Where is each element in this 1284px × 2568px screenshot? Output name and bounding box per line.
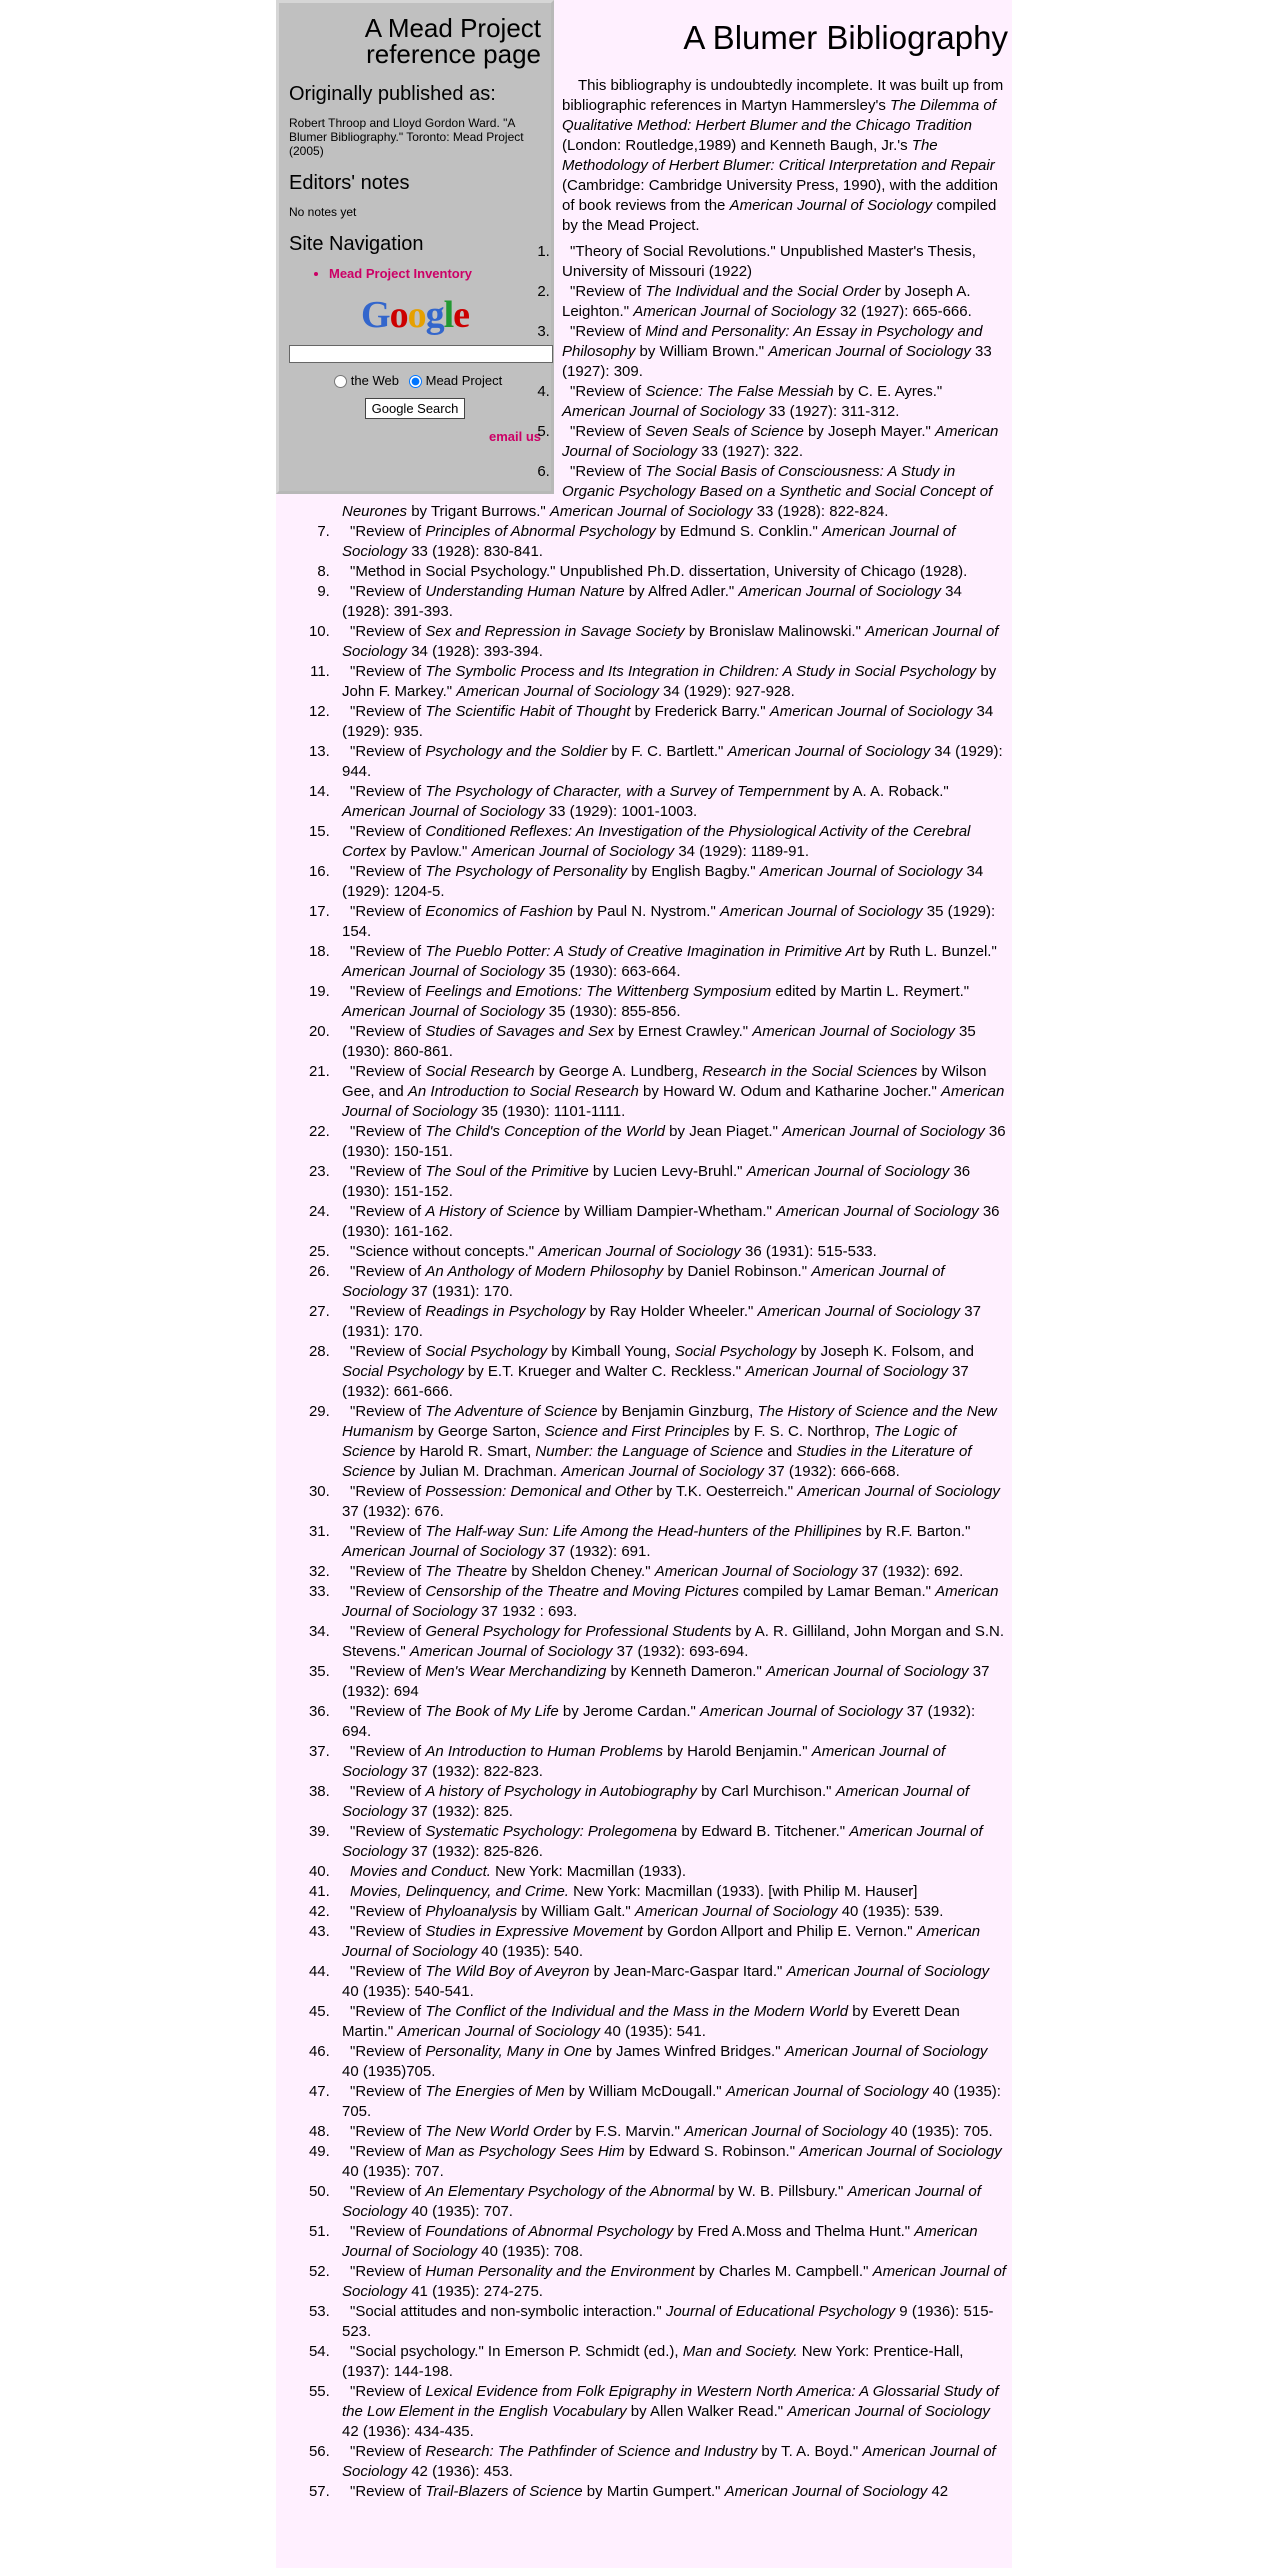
radio-web-label: the Web [350,373,399,388]
bibliography-entry: 22. "Review of The Child's Conception of the World by Jean Piaget." American Journal of Sociology 36 (1930): 150-151. [334,1122,1008,1162]
bibliography-entry: 6. "Review of The Social Basis of Consciousness: A Study in Organic Psychology Based on a Synthetic and Social Concept of Neurones by Trigant Burrows." American Journal of Sociology 33 (1928): 822-824. [334,462,1008,522]
bibliography-entry: 56. "Review of Research: The Pathfinder of Science and Industry by T. A. Boyd." American Journal of Sociology 42 (1936): 453. [334,2442,1008,2482]
bibliography-entry: 13. "Review of Psychology and the Soldier by F. C. Bartlett." American Journal of Sociology 34 (1929): 944. [334,742,1008,782]
bibliography-entry: 12. "Review of The Scientific Habit of Thought by Frederick Barry." American Journal of Sociology 34 (1929): 935. [334,702,1008,742]
bibliography-entry: 9. "Review of Understanding Human Nature by Alfred Adler." American Journal of Sociology 34 (1928): 391-393. [334,582,1008,622]
bibliography-entry: 54. "Social psychology." In Emerson P. Schmidt (ed.), Man and Society. New York: Prentice-Hall, (1937): 144-198. [334,2342,1008,2382]
bibliography-entry: 16. "Review of The Psychology of Personality by English Bagby." American Journal of Sociology 34 (1929): 1204-5. [334,862,1008,902]
intro-paragraph: This bibliography is undoubtedly incomplete. It was built up from bibliographic references in Martyn Hammersley's The Dilemma of Qualitative Method: Herbert Blumer and the Chicago Tradition (London: Routledge,1989) and Kenneth Baugh, Jr.'s The Methodology of Herbert Blumer: Critical Interpretation and Repair (Cambridge: Cambridge University Press, 1990), with the addition of book reviews from the American Journal of Sociology compiled by the Mead Project. [562,77,1004,234]
bibliography-entry: 21. "Review of Social Research by George A. Lundberg, Research in the Social Sciences by Wilson Gee, and An Introduction to Social Research by Howard W. Odum and Katharine Jocher." American Journal of Sociology 35 (1930): 1101-1111. [334,1062,1008,1122]
bibliography-entry: 28. "Review of Social Psychology by Kimball Young, Social Psychology by Joseph K. Folsom, and Social Psychology by E.T. Krueger and Walter C. Reckless." American Journal of Sociology 37 (1932): 661-666. [334,1342,1008,1402]
published-text: Robert Throop and Lloyd Gordon Ward. "A Blumer Bibliography." Toronto: Mead Project (2005) [289,116,524,158]
bibliography-entry: 29. "Review of The Adventure of Science by Benjamin Ginzburg, The History of Science and the New Humanism by George Sarton, Science and First Principles by F. S. C. Northrop, The Logic of Science by Harold R. Smart, Number: the Language of Science and Studies in the Literature of Science by Julian M. Drachman. American Journal of Sociology 37 (1932): 666-668. [334,1402,1008,1482]
google-logo [289,293,541,337]
bibliography-entry: 32. "Review of The Theatre by Sheldon Cheney." American Journal of Sociology 37 (1932): 692. [334,1562,1008,1582]
bibliography-entry: 23. "Review of The Soul of the Primitive by Lucien Levy-Bruhl." American Journal of Sociology 36 (1930): 151-152. [334,1162,1008,1202]
bibliography-entry: 26. "Review of An Anthology of Modern Philosophy by Daniel Robinson." American Journal of Sociology 37 (1931): 170. [334,1262,1008,1302]
bibliography-list [276,242,1008,2502]
notes-text: No notes yet [289,205,357,219]
page-wrapper [276,0,1012,2568]
bibliography-entry: 35. "Review of Men's Wear Merchandizing by Kenneth Dameron." American Journal of Sociology 37 (1932): 694 [334,1662,1008,1702]
site-nav-list [289,266,541,281]
bibliography-entry: 4. "Review of Science: The False Messiah by C. E. Ayres." American Journal of Sociology 33 (1927): 311-312. [334,382,1008,422]
bibliography-entry: 52. "Review of Human Personality and the Environment by Charles M. Campbell." American Journal of Sociology 41 (1935): 274-275. [334,2262,1008,2302]
bibliography-entry: 3. "Review of Mind and Personality: An Essay in Psychology and Philosophy by William Brown." American Journal of Sociology 33 (1927): 309. [334,322,1008,382]
google-logo-letter: e [453,294,469,336]
bibliography-entry: 50. "Review of An Elementary Psychology of the Abnormal by W. B. Pillsbury." American Journal of Sociology 40 (1935): 707. [334,2182,1008,2222]
bibliography-entry: 42. "Review of Phyloanalysis by William Galt." American Journal of Sociology 40 (1935): 539. [334,1902,1008,1922]
bibliography-entry: 2. "Review of The Individual and the Social Order by Joseph A. Leighton." American Journal of Sociology 32 (1927): 665-666. [334,282,1008,322]
nav-heading: Site Navigation [289,233,424,255]
bibliography-entry: 18. "Review of The Pueblo Potter: A Study of Creative Imagination in Primitive Art by Ruth L. Bunzel." American Journal of Sociology 35 (1930): 663-664. [334,942,1008,982]
site-title: A Mead Project reference page [364,13,541,69]
bibliography-entry: 53. "Social attitudes and non-symbolic interaction." Journal of Educational Psychology 9 (1936): 515-523. [334,2302,1008,2342]
bibliography-entry: 30. "Review of Possession: Demonical and Other by T.K. Oesterreich." American Journal of Sociology 37 (1932): 676. [334,1482,1008,1522]
radio-web[interactable] [334,375,347,388]
nav-item [329,266,541,281]
radio-mead-project-label: Mead Project [425,373,503,388]
bibliography-entry: 19. "Review of Feelings and Emotions: The Wittenberg Symposium edited by Martin L. Reymert." American Journal of Sociology 35 (1930): 855-856. [334,982,1008,1022]
bibliography-entry: 51. "Review of Foundations of Abnormal Psychology by Fred A.Moss and Thelma Hunt." American Journal of Sociology 40 (1935): 708. [334,2222,1008,2262]
bibliography-entry: 11. "Review of The Symbolic Process and Its Integration in Children: A Study in Social Psychology by John F. Markey." American Journal of Sociology 34 (1929): 927-928. [334,662,1008,702]
notes-heading: Editors' notes [289,172,410,194]
bibliography-entry: 20. "Review of Studies of Savages and Sex by Ernest Crawley." American Journal of Sociology 35 (1930): 860-861. [334,1022,1008,1062]
published-heading: Originally published as: [289,83,496,105]
bibliography-entry: 49. "Review of Man as Psychology Sees Him by Edward S. Robinson." American Journal of Sociology 40 (1935): 707. [334,2142,1008,2182]
bibliography-entry: 39. "Review of Systematic Psychology: Prolegomena by Edward B. Titchener." American Journal of Sociology 37 (1932): 825-826. [334,1822,1008,1862]
bibliography-entry: 24. "Review of A History of Science by William Dampier-Whetham." American Journal of Sociology 36 (1930): 161-162. [334,1202,1008,1242]
bibliography-entry: 55. "Review of Lexical Evidence from Folk Epigraphy in Western North America: A Glossarial Study of the Low Element in the English Vocabulary by Allen Walker Read." American Journal of Sociology 42 (1936): 434-435. [334,2382,1008,2442]
bibliography-entry: 14. "Review of The Psychology of Character, with a Survey of Tempernment by A. A. Roback." American Journal of Sociology 33 (1929): 1001-1003. [334,782,1008,822]
bibliography-entry: 36. "Review of The Book of My Life by Jerome Cardan." American Journal of Sociology 37 (1932): 694. [334,1702,1008,1742]
google-logo-letter: G [361,294,390,336]
bibliography-entry: 27. "Review of Readings in Psychology by Ray Holder Wheeler." American Journal of Sociology 37 (1931): 170. [334,1302,1008,1342]
bibliography-entry: 44. "Review of The Wild Boy of Aveyron by Jean-Marc-Gaspar Itard." American Journal of Sociology 40 (1935): 540-541. [334,1962,1008,2002]
bibliography-entry: 40. Movies and Conduct. New York: Macmillan (1933). [334,1862,1008,1882]
bibliography-entry: 10. "Review of Sex and Repression in Savage Society by Bronislaw Malinowski." American Journal of Sociology 34 (1928): 393-394. [334,622,1008,662]
bibliography-entry: 43. "Review of Studies in Expressive Movement by Gordon Allport and Philip E. Vernon." American Journal of Sociology 40 (1935): 540. [334,1922,1008,1962]
bibliography-entry: 17. "Review of Economics of Fashion by Paul N. Nystrom." American Journal of Sociology 35 (1929): 154. [334,902,1008,942]
search-input[interactable] [289,345,553,363]
bibliography-entry: 34. "Review of General Psychology for Professional Students by A. R. Gilliland, John Morgan and S.N. Stevens." American Journal of Sociology 37 (1932): 693-694. [334,1622,1008,1662]
bibliography-entry: 37. "Review of An Introduction to Human Problems by Harold Benjamin." American Journal of Sociology 37 (1932): 822-823. [334,1742,1008,1782]
nav-link-mead-project-inventory[interactable]: Mead Project Inventory [329,266,473,281]
bibliography-entry: 46. "Review of Personality, Many in One by James Winfred Bridges." American Journal of Sociology 40 (1935)705. [334,2042,1008,2082]
bibliography-entry: 15. "Review of Conditioned Reflexes: An Investigation of the Physiological Activity of the Cerebral Cortex by Pavlow." American Journal of Sociology 34 (1929): 1189-91. [334,822,1008,862]
page-title: A Blumer Bibliography [683,19,1008,56]
bibliography-entry: 33. "Review of Censorship of the Theatre and Moving Pictures compiled by Lamar Beman." American Journal of Sociology 37 1932 : 693. [334,1582,1008,1622]
google-logo-letter: o [407,294,426,336]
sidebar [276,0,554,494]
bibliography-entry: 8. "Method in Social Psychology." Unpublished Ph.D. dissertation, University of Chicago (1928). [334,562,1008,582]
bibliography-entry: 45. "Review of The Conflict of the Individual and the Mass in the Modern World by Everett Dean Martin." American Journal of Sociology 40 (1935): 541. [334,2002,1008,2042]
google-logo-letter: o [389,294,408,336]
google-logo-letter: g [425,294,444,336]
bibliography-entry: 57. "Review of Trail-Blazers of Science by Martin Gumpert." American Journal of Sociology 42 [334,2482,1008,2502]
search-scope [289,373,541,388]
bibliography-entry: 1. "Theory of Social Revolutions." Unpublished Master's Thesis, University of Missouri (1922) [334,242,1008,282]
bibliography-entry: 48. "Review of The New World Order by F.S. Marvin." American Journal of Sociology 40 (1935): 705. [334,2122,1008,2142]
google-search-button[interactable]: Google Search [365,398,466,419]
bibliography-entry: 25. "Science without concepts." American Journal of Sociology 36 (1931): 515-533. [334,1242,1008,1262]
bibliography-entry: 7. "Review of Principles of Abnormal Psychology by Edmund S. Conklin." American Journal of Sociology 33 (1928): 830-841. [334,522,1008,562]
bibliography-entry: 31. "Review of The Half-way Sun: Life Among the Head-hunters of the Phillipines by R.F. Barton." American Journal of Sociology 37 (1932): 691. [334,1522,1008,1562]
radio-mead-project[interactable] [409,375,422,388]
bibliography-entry: 41. Movies, Delinquency, and Crime. New York: Macmillan (1933). [with Philip M. Hauser] [334,1882,1008,1902]
google-logo-letter: l [443,294,454,336]
bibliography-entry: 47. "Review of The Energies of Men by William McDougall." American Journal of Sociology 40 (1935): 705. [334,2082,1008,2122]
bibliography-entry: 5. "Review of Seven Seals of Science by Joseph Mayer." American Journal of Sociology 33 (1927): 322. [334,422,1008,462]
email-us-link[interactable]: email us [488,429,541,445]
bibliography-entry: 38. "Review of A history of Psychology in Autobiography by Carl Murchison." American Journal of Sociology 37 (1932): 825. [334,1782,1008,1822]
